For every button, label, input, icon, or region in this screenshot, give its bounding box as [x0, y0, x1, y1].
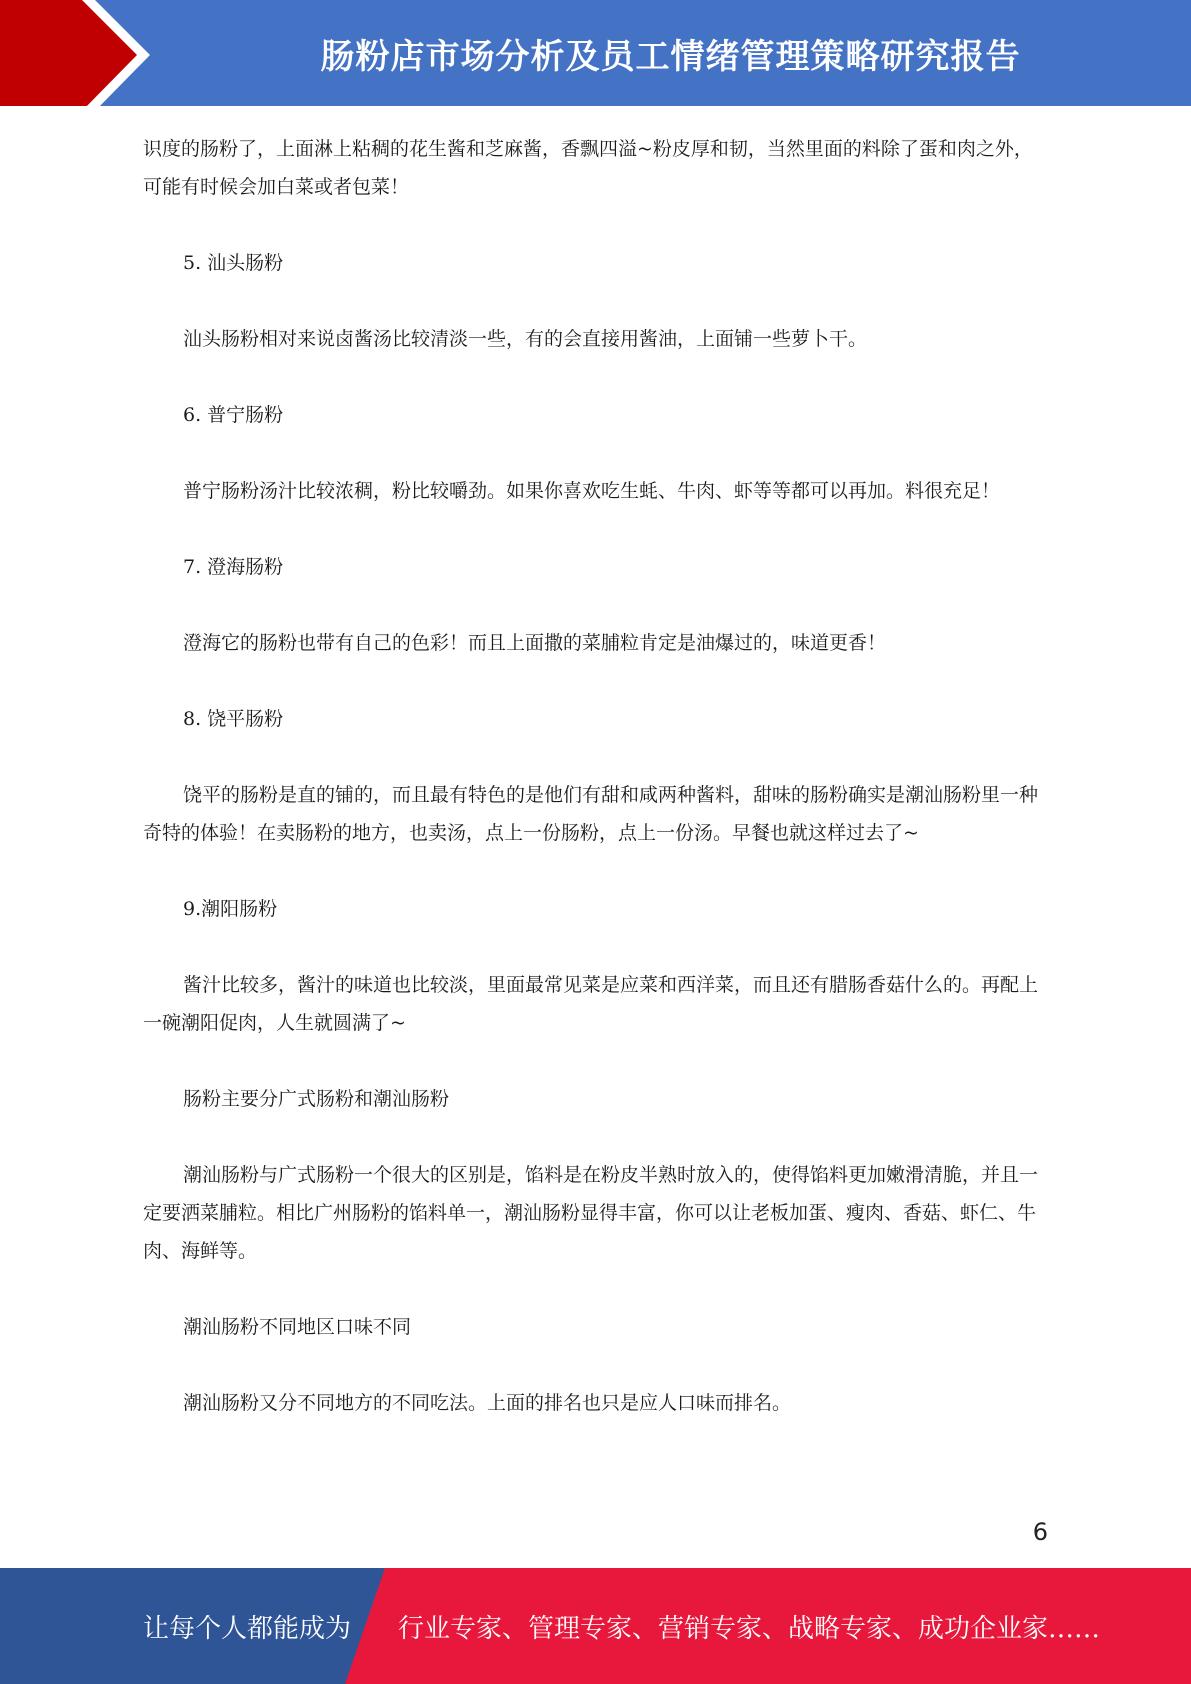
paragraph: 识度的肠粉了，上面淋上粘稠的花生酱和芝麻酱，香飘四溢~粉皮厚和韧，当然里面的料除了蛋和肉之外，可能有时候会加白菜或者包菜！ [143, 138, 1033, 198]
paragraph: 澄海它的肠粉也带有自己的色彩！而且上面撒的菜脯粒肯定是油爆过的，味道更香！ [183, 632, 887, 654]
section-heading: 潮汕肠粉不同地区口味不同 [183, 1316, 412, 1338]
footer-slogan-right: 行业专家、管理专家、营销专家、战略专家、成功企业家…… [398, 1613, 1101, 1644]
paragraph: 饶平的肠粉是直的铺的，而且最有特色的是他们有甜和咸两种酱料，甜味的肠粉确实是潮汕肠粉里一种奇特的体验！在卖肠粉的地方，也卖汤，点上一份肠粉，点上一份汤。早餐也就这样过去了~ [143, 784, 1039, 844]
paragraph: 汕头肠粉相对来说卤酱汤比较清淡一些，有的会直接用酱油，上面铺一些萝卜干。 [183, 328, 868, 350]
footer-slogan-left: 让每个人都能成为 [143, 1613, 352, 1644]
section-heading: 肠粉主要分广式肠粉和潮汕肠粉 [183, 1088, 450, 1110]
paragraph: 普宁肠粉汤汁比较浓稠，粉比较嚼劲。如果你喜欢吃生蚝、牛肉、虾等等都可以再加。料很充足！ [183, 480, 1001, 502]
paragraph: 酱汁比较多，酱汁的味道也比较淡，里面最常见菜是应菜和西洋菜，而且还有腊肠香菇什么的。再配上一碗潮阳促肉，人生就圆满了~ [143, 974, 1039, 1034]
page-number: 6 [1032, 1518, 1048, 1546]
page-footer [0, 1568, 1191, 1684]
section-heading: 9.潮阳肠粉 [183, 898, 278, 920]
section-heading: 5. 汕头肠粉 [183, 252, 284, 274]
section-heading: 6. 普宁肠粉 [183, 404, 284, 426]
section-heading: 7. 澄海肠粉 [183, 556, 284, 578]
page-header [0, 0, 1191, 111]
paragraph: 潮汕肠粉又分不同地方的不同吃法。上面的排名也只是应人口味而排名。 [183, 1392, 792, 1414]
paragraph: 潮汕肠粉与广式肠粉一个很大的区别是，馅料是在粉皮半熟时放入的，使得馅料更加嫩滑清脆，并且一定要洒菜脯粒。相比广州肠粉的馅料单一，潮汕肠粉显得丰富，你可以让老板加蛋、瘦肉、香菇、虾仁、牛肉、海鲜等。 [143, 1164, 1039, 1262]
section-heading: 8. 饶平肠粉 [183, 708, 284, 730]
document-title: 肠粉店市场分析及员工情绪管理策略研究报告 [320, 36, 1021, 77]
document-body [143, 130, 1048, 1460]
